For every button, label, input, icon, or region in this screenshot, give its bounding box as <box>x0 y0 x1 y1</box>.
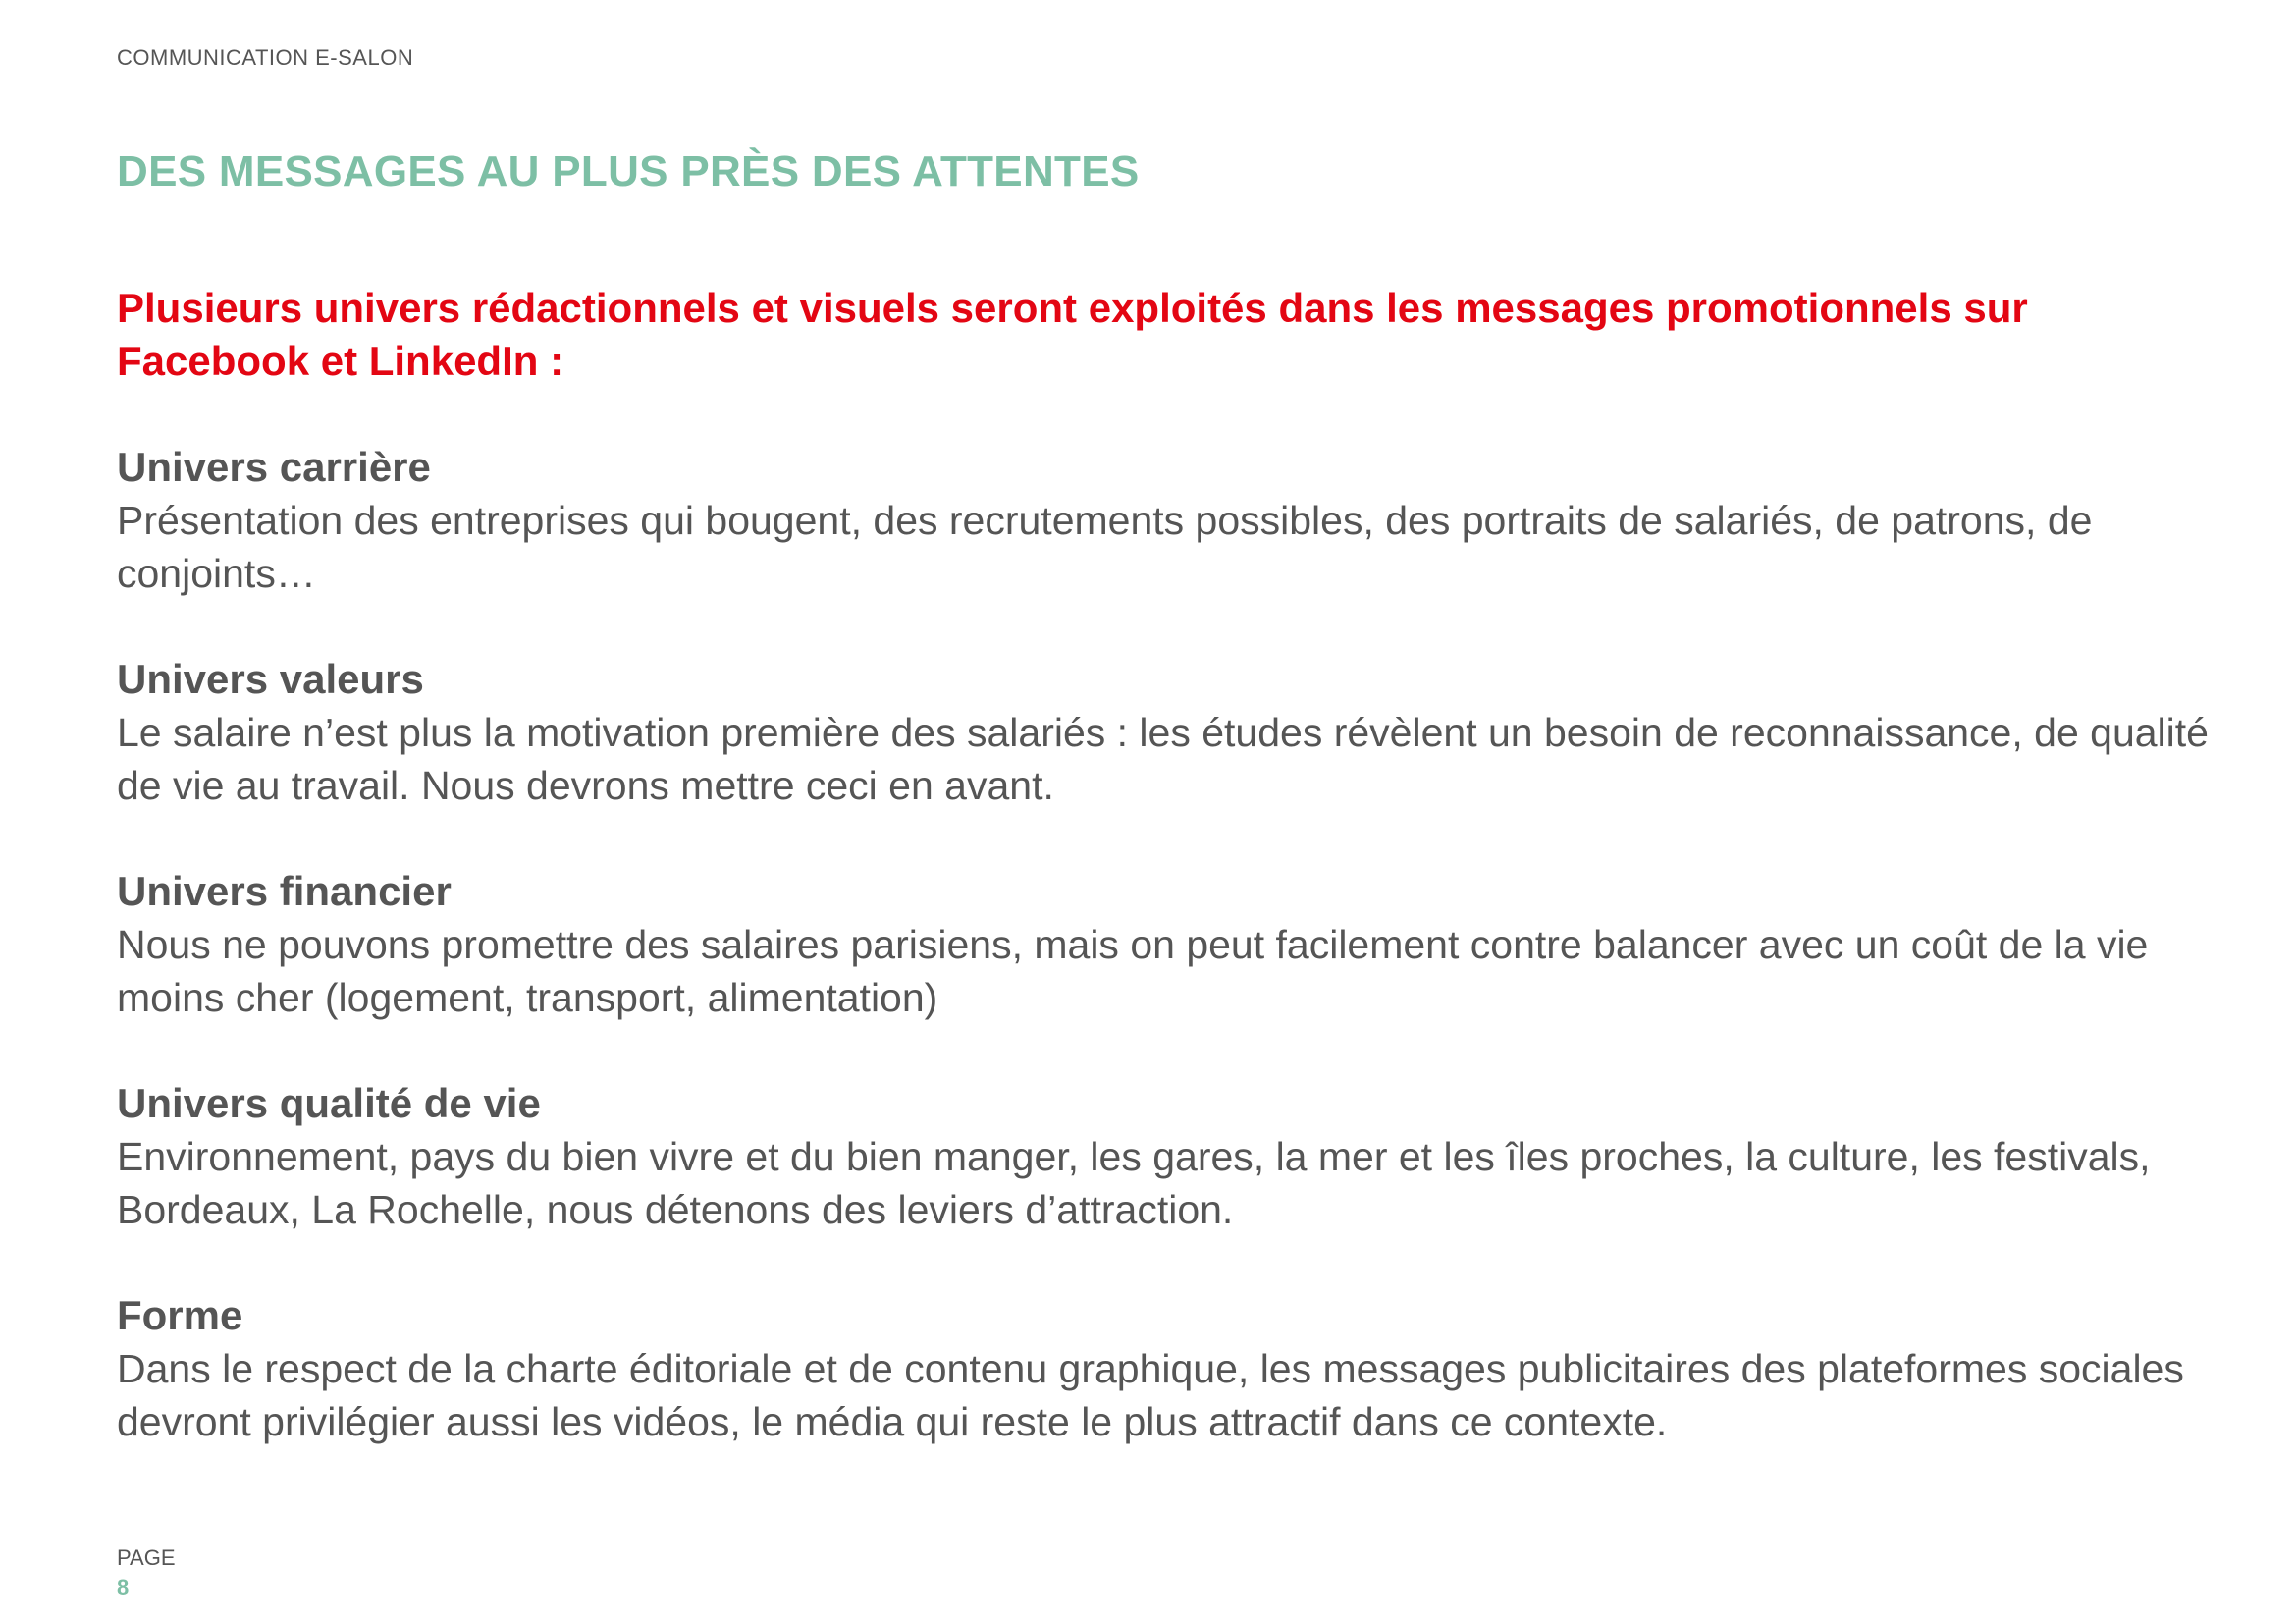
page-title: DES MESSAGES AU PLUS PRÈS DES ATTENTES <box>117 147 1140 195</box>
section-text: Environnement, pays du bien vivre et du bien manger, les gares, la mer et les îles proches, la culture, les festivals, Bordeaux, La Rochelle, nous détenons des leviers d’attraction. <box>117 1134 2151 1232</box>
section-title: Univers valeurs <box>117 656 424 702</box>
section-title: Forme <box>117 1292 243 1338</box>
footer-page-label: PAGE <box>117 1545 176 1570</box>
section-text: Nous ne pouvons promettre des salaires parisiens, mais on peut facilement contre balancer avec un coût de la vie moins cher (logement, transport, alimentation) <box>117 922 2149 1020</box>
section-univers-qualite-de-vie <box>117 1077 2227 1236</box>
document-header-label: COMMUNICATION E-SALON <box>117 45 414 70</box>
section-univers-financier <box>117 865 2227 1024</box>
section-univers-carriere <box>117 441 2227 600</box>
section-text: Présentation des entreprises qui bougent, des recrutements possibles, des portraits de salariés, de patrons, de conjoints… <box>117 498 2093 596</box>
footer-page-number: 8 <box>117 1575 130 1599</box>
section-title: Univers carrière <box>117 444 431 490</box>
section-text: Dans le respect de la charte éditoriale et de contenu graphique, les messages publicitaires des plateformes sociales devront privilégier aussi les vidéos, le média qui reste le plus attractif dans ce contexte. <box>117 1346 2184 1444</box>
section-forme <box>117 1289 2227 1448</box>
sections-list <box>117 441 2227 1501</box>
intro-paragraph: Plusieurs univers rédactionnels et visuels seront exploités dans les messages promotionnels sur Facebook et LinkedIn : <box>117 285 2028 384</box>
section-title: Univers financier <box>117 868 452 914</box>
section-univers-valeurs <box>117 653 2227 812</box>
section-text: Le salaire n’est plus la motivation première des salariés : les études révèlent un besoin de reconnaissance, de qualité de vie au travail. Nous devrons mettre ceci en avant. <box>117 710 2209 808</box>
section-title: Univers qualité de vie <box>117 1080 541 1126</box>
